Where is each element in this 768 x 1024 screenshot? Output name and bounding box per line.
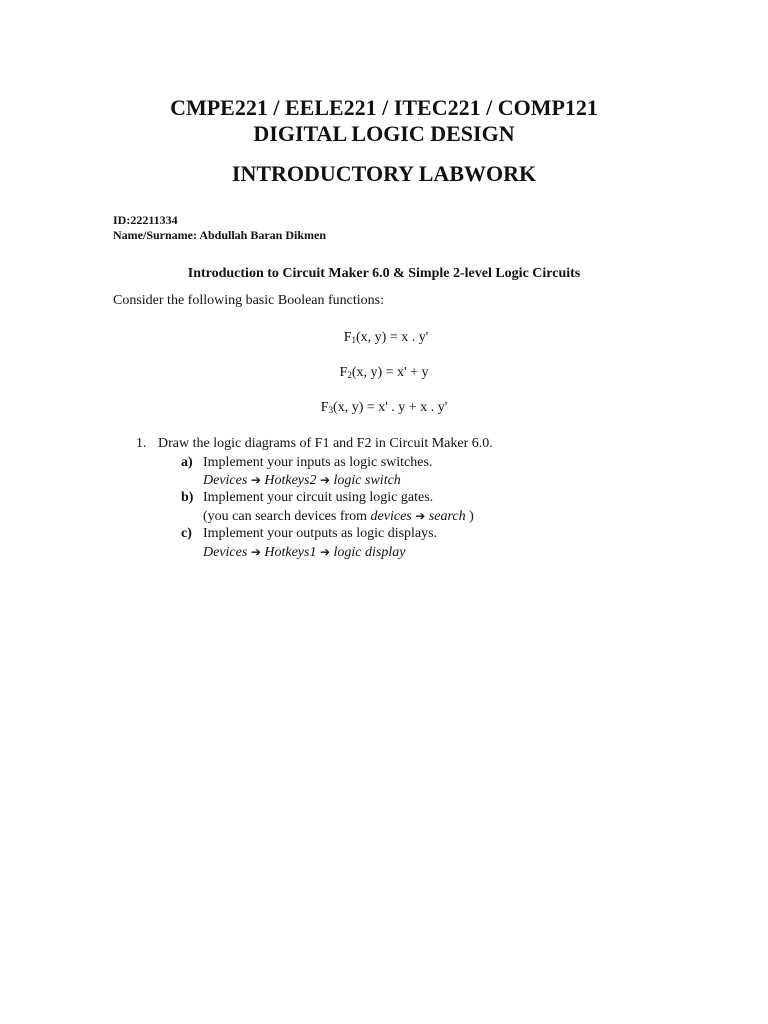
function-index: 3 [328, 405, 334, 415]
function-name: F [343, 330, 352, 345]
note-path-devices: devices [370, 509, 416, 524]
item-c-path [203, 543, 405, 562]
arrow-right-icon: ➔ [250, 473, 261, 487]
item-b-note [203, 507, 474, 526]
path-step: Hotkeys2 [260, 473, 320, 488]
arrow-right-icon: ➔ [319, 473, 331, 487]
arrow-right-icon: ➔ [319, 545, 331, 559]
item-c-text: Implement your outputs as logic displays. [203, 526, 438, 541]
function-expr: x . y' [397, 330, 429, 345]
function-name: F [320, 400, 329, 415]
item-c-label: c) [181, 526, 192, 541]
function-expr: x' + y [393, 365, 429, 380]
item-a-path [203, 471, 401, 490]
path-step: Hotkeys1 [260, 545, 320, 560]
function-f2 [0, 364, 768, 384]
course-codes-heading: CMPE221 / EELE221 / ITEC221 / COMP121 [170, 95, 598, 120]
function-index: 2 [347, 370, 352, 380]
section-title: Introduction to Circuit Maker 6.0 & Simple 2-level Logic Circuits [187, 266, 581, 281]
note-path-search: search [425, 509, 466, 524]
arrow-right-icon: ➔ [415, 509, 426, 523]
function-args: (x, y) = [333, 400, 375, 415]
path-step: logic display [330, 545, 406, 560]
function-args: (x, y) = [356, 330, 398, 345]
item-a-text: Implement your inputs as logic switches. [203, 455, 433, 470]
function-index: 1 [351, 335, 357, 345]
question-number: 1. [136, 436, 147, 451]
item-b-label: b) [181, 490, 194, 505]
function-expr: x' . y + x . y' [374, 400, 448, 415]
note-prefix: (you can search devices from [203, 509, 371, 524]
lab-title-heading: INTRODUCTORY LABWORK [231, 161, 537, 186]
note-suffix: ) [465, 509, 474, 524]
path-step: Devices [203, 545, 251, 560]
intro-text: Consider the following basic Boolean functions: [113, 293, 385, 308]
item-a-label: a) [181, 455, 193, 470]
function-f3 [0, 399, 768, 419]
student-name: Name/Surname: Abdullah Baran Dikmen [113, 228, 327, 242]
path-step: Devices [203, 473, 251, 488]
function-f1 [2, 329, 768, 349]
arrow-right-icon: ➔ [250, 545, 261, 559]
student-id: ID:22211334 [113, 213, 178, 227]
item-b-text: Implement your circuit using logic gates. [203, 490, 434, 505]
subject-heading: DIGITAL LOGIC DESIGN [253, 121, 515, 146]
function-name: F [339, 365, 348, 380]
question-text: Draw the logic diagrams of F1 and F2 in Circuit Maker 6.0. [158, 436, 493, 451]
path-step: logic switch [330, 473, 401, 488]
function-args: (x, y) = [351, 365, 394, 380]
